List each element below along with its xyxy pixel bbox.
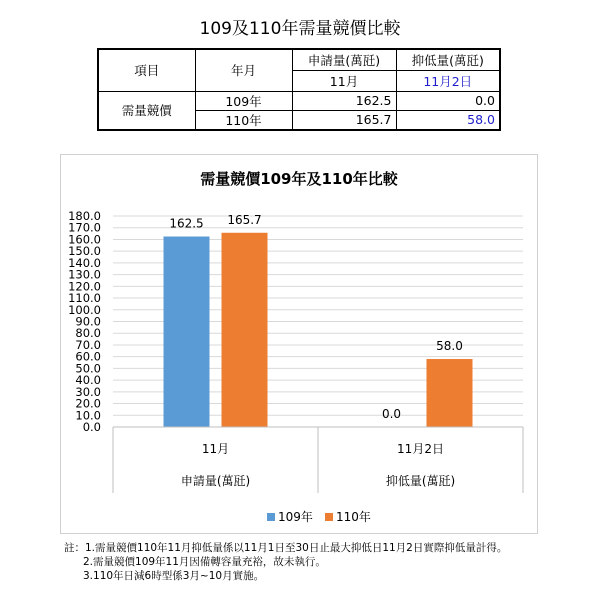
chart-title: 需量競價109年及110年比較: [200, 170, 398, 188]
bar-110年-11月2日: [427, 359, 473, 427]
y-tick-label: 100.0: [68, 302, 101, 317]
footnote-3: 3.110年日減6時型係3月~10月實施。: [83, 570, 265, 582]
y-tick-label: 50.0: [75, 361, 101, 376]
footnote-2: 2.需量競價109年11月因備轉容量充裕，故未執行。: [83, 556, 326, 568]
legend-swatch: [267, 513, 275, 521]
header-apply-date: 11月: [292, 70, 396, 91]
row-year: 109年: [195, 91, 292, 110]
data-label: 162.5: [169, 216, 204, 231]
table-row: [98, 91, 500, 110]
y-tick-label: 30.0: [75, 384, 101, 399]
row-apply: 162.5: [292, 91, 396, 110]
row-year: 110年: [195, 110, 292, 130]
footnotes: [64, 541, 507, 583]
data-label: 58.0: [436, 339, 463, 354]
footnote-1: 註：1.需量競價110年11月抑低量係以11月1日至30日止最大抑低日11月2日實際抑低量計得。: [64, 542, 508, 554]
y-tick-label: 160.0: [68, 232, 101, 247]
y-tick-label: 60.0: [75, 349, 101, 364]
y-tick-label: 140.0: [68, 255, 101, 270]
y-tick-label: 170.0: [68, 220, 101, 235]
y-tick-label: 0.0: [82, 420, 101, 434]
header-month: 年月: [195, 49, 292, 91]
row-apply: 165.7: [292, 110, 396, 130]
header-apply: 申請量(萬瓩): [292, 49, 396, 70]
legend-swatch: [325, 513, 333, 521]
x-group-label: 申請量(萬瓩): [180, 474, 251, 488]
y-tick-label: 130.0: [68, 267, 101, 282]
y-tick-label: 40.0: [75, 373, 101, 388]
legend-label: 110年: [336, 510, 371, 524]
bar-110年-11月: [222, 233, 268, 427]
y-tick-label: 10.0: [75, 408, 101, 423]
x-group-label: 抑低量(萬瓩): [385, 474, 456, 488]
row-label: 需量競價: [98, 91, 195, 130]
page-title: 109及110年需量競價比較: [199, 19, 401, 39]
summary-table: [97, 48, 501, 131]
header-reduce: 抑低量(萬瓩): [396, 49, 500, 70]
x-tick-label: 11月2日: [397, 442, 444, 456]
row-reduce: 58.0: [396, 110, 500, 130]
x-tick-label: 11月: [201, 442, 230, 456]
y-tick-label: 150.0: [68, 244, 101, 259]
y-tick-label: 90.0: [75, 314, 101, 329]
chart-container: [60, 154, 538, 534]
y-tick-label: 20.0: [75, 396, 101, 411]
y-tick-label: 70.0: [75, 337, 101, 352]
header-reduce-date: 11月2日: [396, 70, 500, 91]
data-label: 0.0: [381, 407, 402, 421]
y-tick-label: 120.0: [68, 279, 101, 294]
row-reduce: 0.0: [396, 91, 500, 110]
header-item: 項目: [98, 49, 195, 91]
bar-chart: [61, 155, 537, 533]
y-tick-label: 110.0: [68, 291, 101, 306]
legend-label: 109年: [278, 510, 313, 524]
y-tick-label: 180.0: [68, 209, 101, 223]
y-tick-label: 80.0: [75, 326, 101, 341]
bar-109年-11月: [164, 237, 210, 427]
data-label: 165.7: [227, 212, 262, 227]
